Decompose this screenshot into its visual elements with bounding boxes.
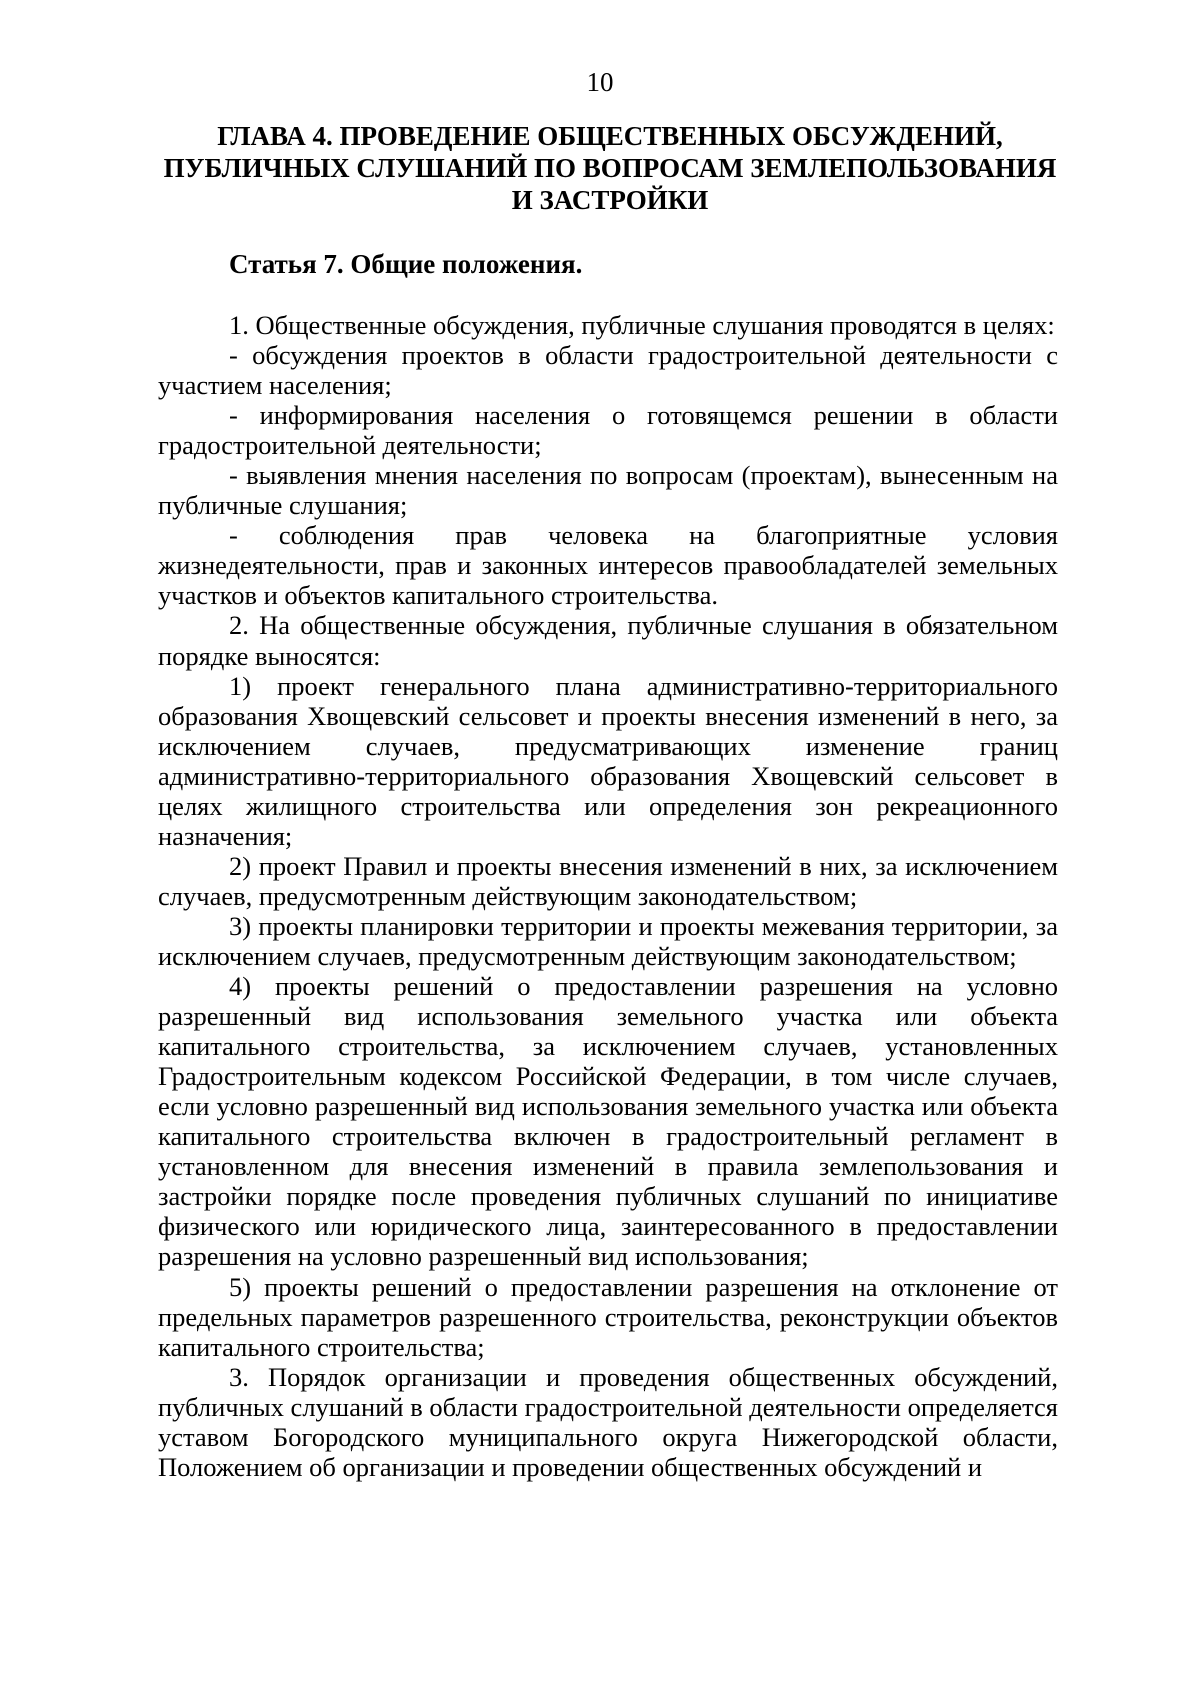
paragraph-item-4: 4) проекты решений о предоставлении разрешения на условно разрешенный вид использования земельного участка или объекта капитального строительства, за исключением случаев, установленных Градостроительным кодексом Российской Федерации, в том числе случаев, если условно разрешенный вид использования земельного участка или объекта капитального строительства включен в градостроительный регламент в установленном для внесения изменений в правила землепользования и застройки порядке после проведения публичных слушаний по инициативе физического или юридического лица, заинтересованного в предоставлении разрешения на условно разрешенный вид использования; xyxy=(158,971,1058,1272)
paragraph-item-5: 5) проекты решений о предоставлении разрешения на отклонение от предельных параметров разрешенного строительства, реконструкции объектов капитального строительства; xyxy=(158,1271,1058,1362)
paragraph-goals-intro: 1. Общественные обсуждения, публичные слушания проводятся в целях: xyxy=(229,310,1055,340)
document-body xyxy=(158,310,1058,1482)
paragraph-goal-rights: - соблюдения прав человека на благоприятные условия жизнедеятельности, прав и законных интересов правообладателей земельных участков и объектов капитального строительства. xyxy=(158,520,1058,611)
article-title: Статья 7. Общие положения. xyxy=(229,249,583,279)
paragraph-item-3: 3) проекты планировки территории и проекты межевания территории, за исключением случаев, предусмотренным действующим законодательством; xyxy=(158,910,1058,971)
paragraph-goal-informing: - информирования населения о готовящемся решении в области градостроительной деятельности; xyxy=(158,400,1058,461)
chapter-title: ГЛАВА 4. ПРОВЕДЕНИЕ ОБЩЕСТВЕННЫХ ОБСУЖДЕНИЙ, ПУБЛИЧНЫХ СЛУШАНИЙ ПО ВОПРОСАМ ЗЕМЛЕПОЛЬЗОВАНИЯ И ЗАСТРОЙКИ xyxy=(163,121,1057,215)
paragraph-goal-opinion: - выявления мнения населения по вопросам (проектам), вынесенным на публичные слушания; xyxy=(158,460,1058,521)
paragraph-item-2: 2) проект Правил и проекты внесения изменений в них, за исключением случаев, предусмотренным действующим законодательством; xyxy=(158,850,1058,911)
paragraph-item-1: 1) проект генерального плана административно-территориального образования Хвощевский сельсовет и проекты внесения изменений в него, за исключением случаев, предусматривающих изменение границ административно-территориального образования Хвощевский сельсовет в целях жилищного строительства или определения зон рекреационного назначения; xyxy=(158,670,1058,851)
page-number: 10 xyxy=(586,67,614,97)
paragraph-procedure: 3. Порядок организации и проведения общественных обсуждений, публичных слушаний в области градостроительной деятельности определяется уставом Богородского муниципального округа Нижегородской области, Положением об организации и проведении общественных обсуждений и xyxy=(158,1361,1058,1482)
paragraph-mandatory-intro: 2. На общественные обсуждения, публичные слушания в обязательном порядке выносятся: xyxy=(158,610,1058,671)
paragraph-goal-discussion: - обсуждения проектов в области градостроительной деятельности с участием населения; xyxy=(158,340,1058,401)
